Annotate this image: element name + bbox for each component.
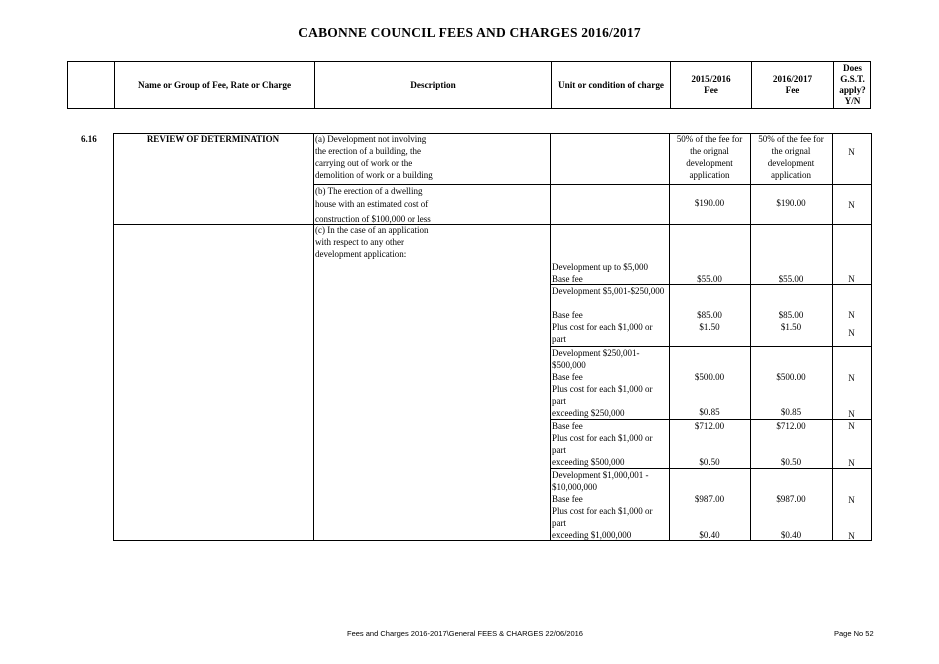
description-c-line: with respect to any other <box>315 237 404 247</box>
header-fee-2015 <box>670 62 751 108</box>
header-number-cell <box>68 62 114 108</box>
tier-3-unit-line: part <box>552 396 566 406</box>
tier-4-fee-2016-per-1000: $0.50 <box>780 457 802 467</box>
tier-1-fee-2016: $55.00 <box>778 274 804 284</box>
fee-2016-a-line: the orignal <box>771 146 811 156</box>
tier-2-fee-2016-per-1000: $1.50 <box>780 322 802 332</box>
tier-5-unit <box>552 469 652 541</box>
tier-4-fee-2016-base: $712.00 <box>776 421 806 431</box>
tier-2-unit-line: part <box>552 334 566 344</box>
description-b-line: house with an estimated cost of <box>315 199 429 209</box>
tier-5-unit-line: Plus cost for each $1,000 or <box>552 506 653 516</box>
header-gst-line-1: Does <box>843 63 862 73</box>
fee-2015-b: $190.00 <box>694 198 725 208</box>
section-number: 6.16 <box>81 134 97 144</box>
tier-2-unit-line: Base fee <box>552 310 583 320</box>
tier-1-fee-2015: $55.00 <box>697 274 722 284</box>
tier-4-unit-line: Base fee <box>552 421 583 431</box>
tier-2-fee-2016-base: $85.00 <box>778 310 804 320</box>
header-gst-line-2: G.S.T. <box>840 74 865 84</box>
table-border-right <box>871 133 872 541</box>
column-divider <box>669 133 670 541</box>
fee-2016-b: $190.00 <box>776 198 806 208</box>
tier-2-fee-2016 <box>750 309 832 333</box>
tier-5-gst-per-1000: N <box>848 531 855 541</box>
tier-5-fee-2016-per-1000: $0.40 <box>780 530 802 540</box>
header-gst-line-4: Y/N <box>844 96 861 106</box>
tier-2-fee-2015-per-1000: $1.50 <box>699 322 720 332</box>
header-gst <box>833 62 871 108</box>
gst-b: N <box>848 200 855 210</box>
tier-1-unit-line: Development up to $5,000 <box>552 262 648 272</box>
header-gst-line-3: apply? <box>839 85 866 95</box>
header-name: Name or Group of Fee, Rate or Charge <box>114 62 314 108</box>
header-fee-2016 <box>751 62 833 108</box>
footer-page-number: Page No 52 <box>834 629 874 638</box>
tier-4-unit <box>552 420 652 468</box>
header-description: Description <box>314 62 551 108</box>
tier-5-unit-line: Development $1,000,001 - <box>552 470 649 480</box>
tier-5-unit-line: exceeding $1,000,000 <box>552 530 632 540</box>
fee-2016-a <box>750 133 832 181</box>
header-fee-2016-label: Fee <box>785 85 800 95</box>
tier-3-gst-base: N <box>848 373 855 383</box>
tier-2-unit <box>552 285 664 345</box>
header-fee-2015-label: Fee <box>704 85 718 95</box>
tier-1-unit <box>552 261 648 285</box>
tier-3-unit-line: $500,000 <box>552 360 586 370</box>
footer-file-path: Fees and Charges 2016-2017\General FEES & CHARGES 22/06/2016 <box>347 629 583 638</box>
tier-2-unit-line: Plus cost for each $1,000 or <box>552 322 653 332</box>
table-border-left <box>113 133 114 541</box>
tier-3-fee-2015-base: $500.00 <box>694 372 725 382</box>
description-c-line: development application: <box>315 249 407 259</box>
tier-2-fee-2015-base: $85.00 <box>697 310 722 320</box>
tier-2-gst-base: N <box>848 310 855 320</box>
tier-5-unit-line: $10,000,000 <box>552 482 597 492</box>
tier-3-fee-2016-per-1000: $0.85 <box>780 407 802 417</box>
description-c-line: (c) In the case of an application <box>315 225 429 235</box>
tier-5-unit-line: part <box>552 518 566 528</box>
fee-2015-a <box>669 133 750 181</box>
tier-3-fee-2015-per-1000: $0.85 <box>699 407 720 417</box>
description-a-line: demolition of work or a building <box>315 170 433 180</box>
tier-1-unit-line: Base fee <box>552 274 583 284</box>
fee-2016-a-line: development <box>767 158 815 168</box>
tier-3-unit <box>552 347 652 419</box>
fee-2015-a-line: the orignal <box>690 146 729 156</box>
tier-3-unit-line: Base fee <box>552 372 583 382</box>
tier-1-gst: N <box>848 274 855 284</box>
column-divider <box>550 133 551 541</box>
column-divider <box>313 133 314 541</box>
header-fee-2015-year: 2015/2016 <box>691 74 731 84</box>
tier-2-fee-2015 <box>669 309 750 333</box>
page-title: CABONNE COUNCIL FEES AND CHARGES 2016/2017 <box>298 25 641 40</box>
tier-3-gst-per-1000: N <box>848 409 855 419</box>
tier-3-fee-2016-base: $500.00 <box>776 372 806 382</box>
tier-5-fee-2015-per-1000: $0.40 <box>699 530 720 540</box>
tier-4-gst-base: N <box>848 421 855 431</box>
tier-3-unit-line: Plus cost for each $1,000 or <box>552 384 653 394</box>
tier-4-fee-2015-base: $712.00 <box>694 421 725 431</box>
description-b-line: construction of $100,000 or less <box>315 214 431 224</box>
header-fee-2016-year: 2016/2017 <box>772 74 813 84</box>
tier-2-unit-line: Development $5,001-$250,000 <box>552 286 665 296</box>
description-a-line: the erection of a building, the <box>315 146 421 156</box>
tier-4-fee-2015-per-1000: $0.50 <box>699 457 720 467</box>
header-unit: Unit or condition of charge <box>551 62 670 108</box>
table-header <box>67 61 871 109</box>
tier-3-unit-line: Development $250,001- <box>552 348 640 358</box>
column-divider <box>750 133 751 541</box>
description-a-line: carrying out of work or the <box>315 158 413 168</box>
tier-4-unit-line: exceeding $500,000 <box>552 457 625 467</box>
tier-5-fee-2015-base: $987.00 <box>694 494 725 504</box>
tier-5-unit-line: Base fee <box>552 494 583 504</box>
tier-5-gst-base: N <box>848 495 855 505</box>
fee-2016-a-line: 50% of the fee for <box>758 134 824 144</box>
tier-4-unit-line: Plus cost for each $1,000 or <box>552 433 653 443</box>
tier-2-gst-per-1000: N <box>848 328 855 338</box>
description-b <box>315 185 431 225</box>
description-a <box>315 133 433 181</box>
tier-4-gst-per-1000: N <box>848 458 855 468</box>
fee-2015-a-line: development <box>686 158 733 168</box>
gst-a: N <box>848 147 855 157</box>
description-a-line: (a) Development not involving <box>315 134 427 144</box>
fee-group-name: REVIEW OF DETERMINATION <box>146 134 280 144</box>
description-b-line: (b) The erection of a dwelling <box>315 186 423 196</box>
fee-2016-a-line: application <box>771 170 811 180</box>
tier-4-unit-line: part <box>552 445 566 455</box>
fee-2015-a-line: application <box>689 170 730 180</box>
description-c <box>315 224 428 260</box>
fee-2015-a-line: 50% of the fee for <box>676 134 743 144</box>
tier-3-unit-line: exceeding $250,000 <box>552 408 625 418</box>
row-divider <box>113 224 872 225</box>
tier-5-fee-2016-base: $987.00 <box>776 494 806 504</box>
